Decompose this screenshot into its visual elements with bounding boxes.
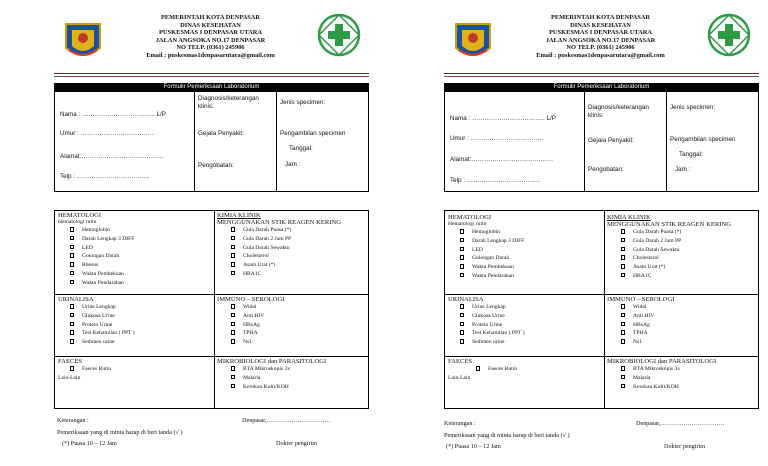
notes-label: Keterangan : (444, 420, 476, 427)
test-checkbox-item[interactable]: LED (460, 246, 524, 255)
header-line-4: JALAN ANGSOKA NO.17 DENPASAR (545, 36, 656, 44)
test-checkbox-item[interactable]: Gula Darah Sewaktu (621, 246, 757, 255)
checkbox-icon[interactable] (460, 255, 464, 260)
test-checkbox-item[interactable]: HBsAg (621, 321, 674, 330)
section-title: MIKROBIOLOGI dan PARASITOLOGI (217, 358, 327, 365)
checkbox-icon[interactable] (231, 227, 235, 232)
faeces-section (448, 358, 517, 383)
header-line-4: JALAN ANGSOKA NO.17 DENPASAR (155, 36, 266, 44)
test-checkbox-item[interactable]: Urine Lengkap (70, 303, 135, 312)
referring-doctor-label: Dokter pengirim (664, 443, 706, 450)
test-checkbox-item[interactable]: Gula Darah Sewaktu (231, 244, 367, 253)
clinical-chemistry-section (607, 214, 757, 281)
test-selection-box (54, 210, 369, 409)
checkbox-icon[interactable] (231, 262, 235, 267)
checkbox-icon[interactable] (231, 253, 235, 258)
lab-form-right (398, 0, 758, 466)
patient-identity-column (445, 92, 585, 191)
specimen-collection-label: Pengambilan specimen (280, 130, 346, 137)
test-checkbox-item[interactable]: Anti HIV (621, 312, 674, 321)
test-checkbox-item[interactable]: LED (70, 244, 134, 253)
diagnosis-field[interactable]: Diagnosis/keterangan klinis: (588, 104, 649, 119)
test-checkbox-item[interactable]: Rhesus (70, 261, 134, 270)
header-divider-thin (54, 76, 369, 77)
checkbox-icon[interactable] (70, 366, 74, 371)
row-divider (55, 294, 368, 295)
test-checkbox-item[interactable]: Malaria (231, 374, 326, 383)
instruction-note: Pemeriksaan yang di minta harap di beri tanda (√ ) (444, 432, 570, 439)
checkbox-icon[interactable] (231, 339, 235, 344)
checkbox-icon[interactable] (70, 245, 74, 250)
test-checkbox-item[interactable]: Urine Lengkap (460, 303, 525, 312)
test-checkbox-item[interactable]: Protein Urine (460, 321, 525, 330)
test-checkbox-item[interactable]: BTA Mikroskopis 3x (231, 365, 326, 374)
test-checkbox-item[interactable]: Glukosa Urine (70, 312, 135, 321)
checkbox-icon[interactable] (621, 304, 625, 309)
symptoms-field[interactable]: Gejala Penyakit: (198, 130, 244, 137)
checkbox-icon[interactable] (621, 375, 625, 380)
specimen-type-field[interactable]: Jenis specimen: (670, 104, 716, 111)
specimen-column (277, 92, 369, 191)
letterhead (103, 14, 318, 60)
fasting-note: (*) Puasa 10 – 12 Jam (446, 443, 501, 450)
test-checkbox-item[interactable]: Widal (621, 303, 674, 312)
checkbox-icon[interactable] (231, 313, 235, 318)
test-checkbox-item[interactable]: Cholesterol (621, 254, 757, 263)
section-subtitle: MENGGUNAKAN STIK REAGEN KERING (607, 221, 731, 228)
checkbox-icon[interactable] (231, 271, 235, 276)
checkbox-icon[interactable] (70, 330, 74, 335)
checkbox-icon[interactable] (70, 262, 74, 267)
checkbox-icon[interactable] (476, 366, 480, 371)
header-line-3: PUSKESMAS I DENPASAR UTARA (549, 29, 652, 37)
test-checkbox-item[interactable]: Faeces Rutin (70, 365, 111, 374)
header-line-3: PUSKESMAS I DENPASAR UTARA (159, 29, 262, 37)
test-checkbox-item[interactable]: Hemoglobin (70, 226, 134, 235)
column-divider (214, 211, 215, 408)
section-title: FAECES (448, 358, 473, 365)
test-checkbox-item[interactable]: BTA Mikroskopis 3x (621, 365, 716, 374)
test-checkbox-item[interactable]: Test Kehamilan ( PPT ) (460, 329, 525, 338)
collection-time-field[interactable]: Jam : (675, 166, 691, 173)
collection-date-field[interactable]: Tanggal: (679, 151, 703, 158)
checkbox-icon[interactable] (621, 247, 625, 252)
checkbox-icon[interactable] (70, 227, 74, 232)
patient-info-box (444, 91, 759, 192)
test-selection-box (444, 210, 759, 409)
form-title: Formulir Pemeriksaan Laboratorium (54, 83, 369, 91)
microbiology-section (217, 358, 326, 391)
urinalysis-section (448, 296, 525, 347)
other-tests-label: Lain-Lain (448, 374, 471, 381)
checkbox-icon[interactable] (70, 322, 74, 327)
row-divider (445, 294, 758, 295)
section-title: FAECES (58, 358, 83, 365)
checkbox-icon[interactable] (231, 366, 235, 371)
test-checkbox-item[interactable]: Malaria (621, 374, 716, 383)
header-line-1: PEMERINTAH KOTA DENPASAR (550, 14, 651, 21)
header-line-1: PEMERINTAH KOTA DENPASAR (160, 14, 261, 21)
patient-identity-column (55, 92, 195, 191)
checkbox-icon[interactable] (231, 245, 235, 250)
checkbox-icon[interactable] (460, 304, 464, 309)
test-checkbox-item[interactable]: Hemoglobin (460, 228, 524, 237)
checkbox-icon[interactable] (70, 236, 74, 241)
test-checkbox-item[interactable]: Waktu Pembekuan (460, 263, 524, 272)
letterhead (493, 14, 708, 60)
immuno-serology-section (607, 296, 674, 347)
test-checkbox-item[interactable]: Golongan Darah (460, 254, 524, 263)
checkbox-icon[interactable] (621, 238, 625, 243)
test-checkbox-item[interactable]: Waktu Pendarahan (460, 272, 524, 281)
test-checkbox-item[interactable]: Ns1 (621, 338, 674, 347)
specimen-type-field[interactable]: Jenis specimen: (280, 99, 326, 106)
section-title: HEMATOLOGI (448, 214, 492, 221)
specimen-column (667, 92, 759, 191)
clinical-chemistry-section (217, 212, 367, 279)
checkbox-icon[interactable] (460, 313, 464, 318)
fasting-note: (*) Puasa 10 – 12 Jam (62, 440, 117, 447)
checkbox-icon[interactable] (231, 384, 235, 389)
test-checkbox-item[interactable]: Kerokan Kulit/KOH (231, 383, 326, 392)
checkbox-icon[interactable] (70, 271, 74, 276)
test-checkbox-item[interactable]: Sedimen urine (460, 338, 525, 347)
health-cross-icon (706, 12, 752, 58)
specimen-collection-label: Pengambilan specimen (670, 136, 736, 143)
symptoms-field[interactable]: Gejala Penyakit: (588, 137, 634, 144)
row-divider (55, 356, 368, 357)
test-checkbox-item[interactable]: Gula Darah Puasa (*) (231, 226, 367, 235)
section-title: KIMIA KLINIK (217, 212, 261, 219)
test-checkbox-item[interactable]: Waktu Pembekuan (70, 270, 134, 279)
microbiology-section (607, 358, 716, 391)
lab-form-left (8, 0, 368, 466)
checkbox-icon[interactable] (70, 280, 74, 285)
notes-label: Keterangan : (57, 417, 89, 424)
age-field[interactable]: Umur : …………………………….. (450, 135, 544, 142)
form-title: Formulir Pemeriksaan Laboratorium (444, 83, 759, 91)
checkbox-icon[interactable] (70, 313, 74, 318)
place-date-field[interactable]: Denpasar,…………………………. (242, 417, 331, 424)
header-line-2: DINAS KESEHATAN (180, 21, 241, 29)
checkbox-icon[interactable] (460, 264, 464, 269)
checkbox-icon[interactable] (70, 253, 74, 258)
checkbox-icon[interactable] (621, 313, 625, 318)
age-field[interactable]: Umur : …………………………….. (60, 130, 154, 137)
checkbox-icon[interactable] (621, 366, 625, 371)
header-divider-thin (444, 76, 759, 77)
checkbox-icon[interactable] (621, 273, 625, 278)
test-checkbox-item[interactable]: Cholesterol (231, 252, 367, 261)
test-checkbox-item[interactable]: Glukosa Urine (460, 312, 525, 321)
header-line-2: DINAS KESEHATAN (570, 21, 631, 29)
checkbox-icon[interactable] (621, 255, 625, 260)
test-checkbox-item[interactable]: HBA1C (621, 272, 757, 281)
checkbox-icon[interactable] (621, 229, 625, 234)
checkbox-icon[interactable] (460, 229, 464, 234)
test-checkbox-item[interactable]: Ns1 (231, 338, 284, 347)
other-tests-label: Lain-Lain (58, 374, 81, 381)
checkbox-icon[interactable] (460, 238, 464, 243)
health-cross-icon (316, 12, 362, 58)
section-subtitle: MENGGUNAKAN STIK REAGEN KERING (217, 219, 341, 226)
checkbox-icon[interactable] (621, 322, 625, 327)
test-checkbox-item[interactable]: Test Kehamilan ( PPT ) (70, 329, 135, 338)
checkbox-icon[interactable] (460, 330, 464, 335)
diagnosis-field[interactable]: Diagnosis/keterangan klinis: (198, 95, 259, 110)
checkbox-icon[interactable] (621, 330, 625, 335)
place-date-field[interactable]: Denpasar,…………………………. (636, 420, 725, 427)
form-footer (54, 417, 369, 462)
checkbox-icon[interactable] (231, 304, 235, 309)
test-checkbox-item[interactable]: TPHA (621, 329, 674, 338)
clinical-column (585, 92, 667, 191)
address-field[interactable]: Alamat:………………………………… (450, 156, 554, 163)
section-title: URINALISA (58, 296, 94, 303)
checkbox-icon[interactable] (460, 322, 464, 327)
header-line-6: Email : puskesmas1denpasarutara@gmail.com (536, 51, 665, 59)
header-divider (54, 73, 369, 74)
test-checkbox-item[interactable]: Anti HIV (231, 312, 284, 321)
checkbox-icon[interactable] (70, 304, 74, 309)
test-checkbox-item[interactable]: HBsAg (231, 321, 284, 330)
test-checkbox-item[interactable]: Protein Urine (70, 321, 135, 330)
test-checkbox-item[interactable]: Kerokan Kulit/KOH (621, 383, 716, 392)
checkbox-icon[interactable] (70, 339, 74, 344)
hematology-section (58, 212, 134, 288)
test-checkbox-item[interactable]: Darah Lengkap 3 DIFF (70, 235, 134, 244)
test-checkbox-item[interactable]: Widal (231, 303, 284, 312)
section-title: MIKROBIOLOGI dan PARASITOLOGI (607, 358, 717, 365)
checkbox-icon[interactable] (621, 384, 625, 389)
test-checkbox-item[interactable]: Asam Urat (*) (621, 263, 757, 272)
checkbox-icon[interactable] (621, 264, 625, 269)
checkbox-icon[interactable] (460, 247, 464, 252)
test-checkbox-item[interactable]: Gula Darah Puasa (*) (621, 228, 757, 237)
test-checkbox-item[interactable]: Sedimen urine (70, 338, 135, 347)
section-title: IMMUNO – SEROLOGI (217, 296, 285, 303)
test-checkbox-item[interactable]: Waktu Pendarahan (70, 279, 134, 288)
checkbox-icon[interactable] (231, 322, 235, 327)
test-checkbox-item[interactable]: Darah Lengkap 3 DIFF (460, 237, 524, 246)
header-line-6: Email : puskesmas1denpasarutara@gmail.com (146, 51, 275, 59)
column-divider (604, 211, 605, 408)
test-checkbox-item[interactable]: Faeces Rutin (476, 365, 517, 374)
test-checkbox-item[interactable]: Asam Urat (*) (231, 261, 367, 270)
section-title: KIMIA KLINIK (607, 214, 651, 221)
treatment-field[interactable]: Pengobatan: (198, 162, 234, 169)
checkbox-icon[interactable] (231, 236, 235, 241)
form-footer (444, 420, 759, 465)
test-checkbox-item[interactable]: Gula Darah 2 Jam PP (621, 237, 757, 246)
checkbox-icon[interactable] (231, 330, 235, 335)
address-field[interactable]: Alamat:………………………………… (60, 153, 164, 160)
urinalysis-section (58, 296, 135, 347)
treatment-field[interactable]: Pengobatan: (588, 166, 624, 173)
checkbox-icon[interactable] (460, 339, 464, 344)
section-subtitle: Hematologi rutin (448, 221, 487, 227)
phone-field[interactable]: Telp : …………………………….. (60, 173, 150, 180)
city-emblem-icon (450, 18, 496, 64)
clinical-column (195, 92, 277, 191)
checkbox-icon[interactable] (231, 375, 235, 380)
row-divider (445, 356, 758, 357)
instruction-note: Pemeriksaan yang di minta harap di beri tanda (√ ) (57, 429, 183, 436)
section-subtitle: Hematologi rutin (58, 219, 97, 225)
checkbox-icon[interactable] (621, 339, 625, 344)
section-title: IMMUNO – SEROLOGI (607, 296, 675, 303)
header-line-5: NO TELP. (0361) 245906 (566, 44, 635, 52)
faeces-section (58, 358, 111, 383)
city-emblem-icon (60, 18, 106, 64)
collection-date-field[interactable]: Tanggal: (289, 145, 313, 152)
hematology-section (448, 214, 524, 281)
section-title: URINALISA (448, 296, 484, 303)
test-checkbox-item[interactable]: Golongan Darah (70, 252, 134, 261)
test-checkbox-item[interactable]: TPHA (231, 329, 284, 338)
name-field[interactable]: Nama : …………………………….. L/P (450, 115, 557, 122)
section-title: HEMATOLOGI (58, 212, 102, 219)
header-divider (444, 73, 759, 74)
immuno-serology-section (217, 296, 284, 347)
collection-time-field[interactable]: Jam : (285, 161, 301, 168)
name-field[interactable]: Nama : …………………………….. L/P (60, 111, 167, 118)
referring-doctor-label: Dokter pengirim (276, 440, 318, 447)
phone-field[interactable]: Telp : …………………………….. (450, 177, 540, 184)
header-line-5: NO TELP. (0361) 245906 (176, 44, 245, 52)
patient-info-box (54, 91, 369, 192)
test-checkbox-item[interactable]: Gula Darah 2 Jam PP (231, 235, 367, 244)
test-checkbox-item[interactable]: HBA1C (231, 270, 367, 279)
checkbox-icon[interactable] (460, 273, 464, 278)
